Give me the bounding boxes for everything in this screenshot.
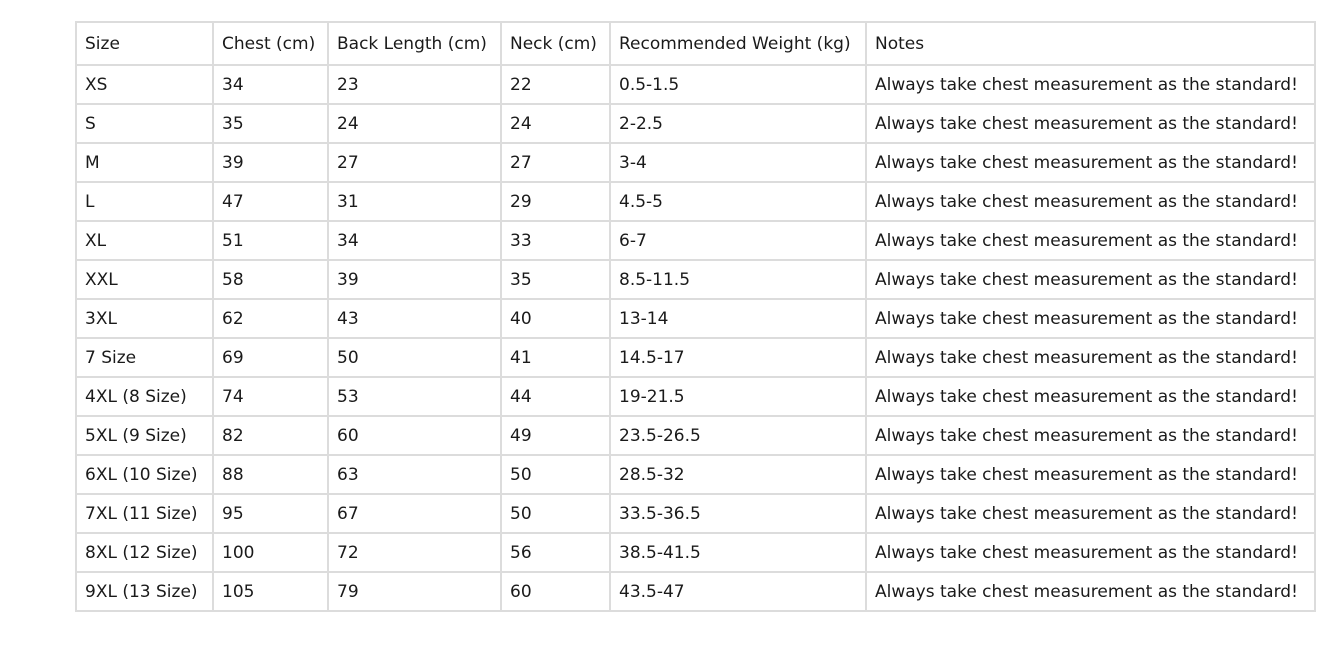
cell-recommended-weight: 43.5-47 bbox=[610, 572, 866, 611]
cell-recommended-weight: 6-7 bbox=[610, 221, 866, 260]
cell-size: L bbox=[76, 182, 213, 221]
header-size: Size bbox=[76, 22, 213, 65]
cell-back-length: 27 bbox=[328, 143, 501, 182]
cell-recommended-weight: 4.5-5 bbox=[610, 182, 866, 221]
cell-back-length: 23 bbox=[328, 65, 501, 104]
cell-neck: 60 bbox=[501, 572, 610, 611]
cell-back-length: 53 bbox=[328, 377, 501, 416]
cell-chest: 82 bbox=[213, 416, 328, 455]
cell-chest: 51 bbox=[213, 221, 328, 260]
cell-notes: Always take chest measurement as the standard! bbox=[866, 260, 1315, 299]
cell-back-length: 50 bbox=[328, 338, 501, 377]
cell-back-length: 43 bbox=[328, 299, 501, 338]
cell-size: 3XL bbox=[76, 299, 213, 338]
cell-neck: 41 bbox=[501, 338, 610, 377]
cell-recommended-weight: 3-4 bbox=[610, 143, 866, 182]
cell-size: 7XL (11 Size) bbox=[76, 494, 213, 533]
table-row bbox=[76, 104, 1315, 143]
cell-back-length: 79 bbox=[328, 572, 501, 611]
cell-notes: Always take chest measurement as the standard! bbox=[866, 377, 1315, 416]
table-row bbox=[76, 338, 1315, 377]
cell-chest: 35 bbox=[213, 104, 328, 143]
table-row bbox=[76, 221, 1315, 260]
cell-recommended-weight: 33.5-36.5 bbox=[610, 494, 866, 533]
cell-recommended-weight: 0.5-1.5 bbox=[610, 65, 866, 104]
cell-notes: Always take chest measurement as the standard! bbox=[866, 338, 1315, 377]
cell-neck: 33 bbox=[501, 221, 610, 260]
table-row bbox=[76, 494, 1315, 533]
cell-back-length: 67 bbox=[328, 494, 501, 533]
cell-size: XXL bbox=[76, 260, 213, 299]
table-row bbox=[76, 260, 1315, 299]
cell-chest: 95 bbox=[213, 494, 328, 533]
cell-notes: Always take chest measurement as the standard! bbox=[866, 299, 1315, 338]
cell-chest: 105 bbox=[213, 572, 328, 611]
cell-size: S bbox=[76, 104, 213, 143]
cell-chest: 100 bbox=[213, 533, 328, 572]
table-row bbox=[76, 182, 1315, 221]
table-row bbox=[76, 455, 1315, 494]
cell-back-length: 72 bbox=[328, 533, 501, 572]
table-row bbox=[76, 143, 1315, 182]
header-row bbox=[76, 22, 1315, 65]
cell-size: 5XL (9 Size) bbox=[76, 416, 213, 455]
cell-neck: 27 bbox=[501, 143, 610, 182]
size-chart-table bbox=[75, 21, 1316, 612]
cell-size: 6XL (10 Size) bbox=[76, 455, 213, 494]
cell-back-length: 34 bbox=[328, 221, 501, 260]
table-row bbox=[76, 416, 1315, 455]
table-row bbox=[76, 377, 1315, 416]
cell-back-length: 63 bbox=[328, 455, 501, 494]
cell-neck: 29 bbox=[501, 182, 610, 221]
cell-neck: 35 bbox=[501, 260, 610, 299]
cell-chest: 74 bbox=[213, 377, 328, 416]
cell-notes: Always take chest measurement as the standard! bbox=[866, 182, 1315, 221]
cell-notes: Always take chest measurement as the standard! bbox=[866, 494, 1315, 533]
header-notes: Notes bbox=[866, 22, 1315, 65]
header-chest: Chest (cm) bbox=[213, 22, 328, 65]
cell-back-length: 24 bbox=[328, 104, 501, 143]
cell-notes: Always take chest measurement as the standard! bbox=[866, 533, 1315, 572]
table-row bbox=[76, 533, 1315, 572]
cell-notes: Always take chest measurement as the standard! bbox=[866, 104, 1315, 143]
cell-back-length: 31 bbox=[328, 182, 501, 221]
table-row bbox=[76, 65, 1315, 104]
cell-chest: 39 bbox=[213, 143, 328, 182]
cell-recommended-weight: 28.5-32 bbox=[610, 455, 866, 494]
cell-chest: 47 bbox=[213, 182, 328, 221]
header-recommended-weight: Recommended Weight (kg) bbox=[610, 22, 866, 65]
table-body bbox=[76, 65, 1315, 611]
cell-chest: 69 bbox=[213, 338, 328, 377]
cell-notes: Always take chest measurement as the standard! bbox=[866, 221, 1315, 260]
cell-neck: 50 bbox=[501, 455, 610, 494]
cell-neck: 40 bbox=[501, 299, 610, 338]
cell-notes: Always take chest measurement as the standard! bbox=[866, 455, 1315, 494]
cell-neck: 24 bbox=[501, 104, 610, 143]
cell-size: 4XL (8 Size) bbox=[76, 377, 213, 416]
cell-neck: 49 bbox=[501, 416, 610, 455]
table-row bbox=[76, 572, 1315, 611]
header-neck: Neck (cm) bbox=[501, 22, 610, 65]
cell-chest: 88 bbox=[213, 455, 328, 494]
cell-chest: 34 bbox=[213, 65, 328, 104]
table-header bbox=[76, 22, 1315, 65]
table-row bbox=[76, 299, 1315, 338]
cell-recommended-weight: 23.5-26.5 bbox=[610, 416, 866, 455]
cell-neck: 56 bbox=[501, 533, 610, 572]
cell-recommended-weight: 38.5-41.5 bbox=[610, 533, 866, 572]
cell-notes: Always take chest measurement as the standard! bbox=[866, 65, 1315, 104]
cell-recommended-weight: 8.5-11.5 bbox=[610, 260, 866, 299]
cell-chest: 58 bbox=[213, 260, 328, 299]
cell-recommended-weight: 2-2.5 bbox=[610, 104, 866, 143]
cell-recommended-weight: 13-14 bbox=[610, 299, 866, 338]
cell-size: M bbox=[76, 143, 213, 182]
cell-back-length: 39 bbox=[328, 260, 501, 299]
cell-neck: 50 bbox=[501, 494, 610, 533]
header-back-length: Back Length (cm) bbox=[328, 22, 501, 65]
cell-size: 9XL (13 Size) bbox=[76, 572, 213, 611]
cell-notes: Always take chest measurement as the standard! bbox=[866, 143, 1315, 182]
cell-size: XL bbox=[76, 221, 213, 260]
cell-size: 8XL (12 Size) bbox=[76, 533, 213, 572]
cell-neck: 22 bbox=[501, 65, 610, 104]
cell-notes: Always take chest measurement as the standard! bbox=[866, 572, 1315, 611]
cell-chest: 62 bbox=[213, 299, 328, 338]
cell-notes: Always take chest measurement as the standard! bbox=[866, 416, 1315, 455]
cell-recommended-weight: 14.5-17 bbox=[610, 338, 866, 377]
cell-neck: 44 bbox=[501, 377, 610, 416]
cell-recommended-weight: 19-21.5 bbox=[610, 377, 866, 416]
cell-back-length: 60 bbox=[328, 416, 501, 455]
cell-size: 7 Size bbox=[76, 338, 213, 377]
cell-size: XS bbox=[76, 65, 213, 104]
